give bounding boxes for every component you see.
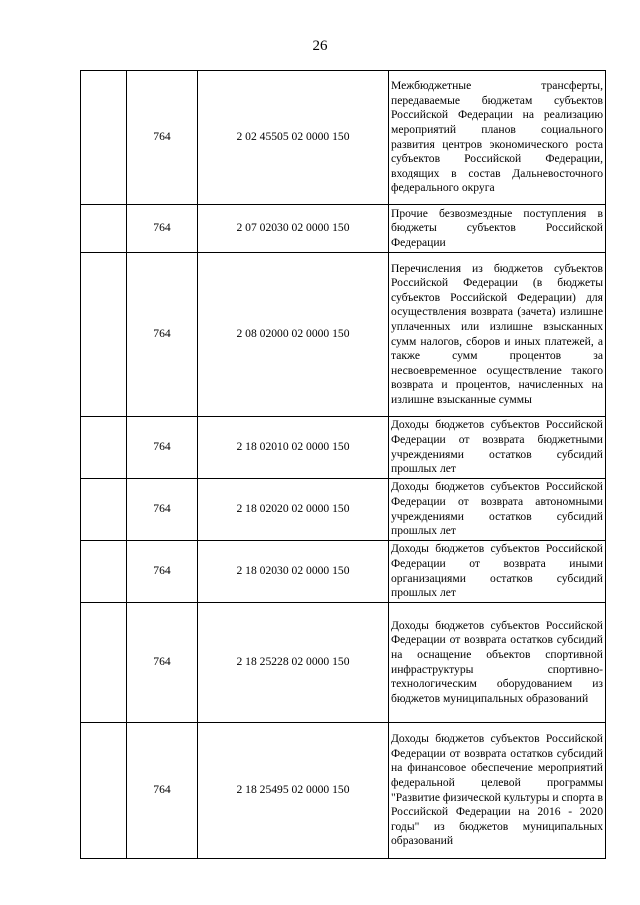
admin-code-cell: 764 xyxy=(127,253,198,417)
admin-code-cell: 764 xyxy=(127,541,198,603)
revenue-name-cell: Межбюджетные трансферты, передаваемые бюджетам субъектов Российской Федерации на реализацию мероприятий планов социального развития центров экономического роста субъектов Российской Федерации, входящих в состав Дальневосточного федерального округа xyxy=(389,71,606,205)
revenue-code-cell: 2 18 25228 02 0000 150 xyxy=(198,603,389,723)
revenue-name-cell: Доходы бюджетов субъектов Российской Федерации от возврата автономными учреждениями остатков субсидий прошлых лет xyxy=(389,479,606,541)
revenue-code-cell: 2 02 45505 02 0000 150 xyxy=(198,71,389,205)
table-row xyxy=(81,723,606,859)
revenue-name-cell: Прочие безвозмездные поступления в бюджеты субъектов Российской Федерации xyxy=(389,205,606,253)
table-row xyxy=(81,205,606,253)
admin-code-cell: 764 xyxy=(127,723,198,859)
empty-cell xyxy=(81,541,127,603)
empty-cell xyxy=(81,723,127,859)
table-row xyxy=(81,479,606,541)
empty-cell xyxy=(81,479,127,541)
revenue-name-cell: Перечисления из бюджетов субъектов Российской Федерации (в бюджеты субъектов Российской Федерации) для осуществления возврата (зачета) излишне уплаченных или излишне взысканных сумм налогов, сборов и иных платежей, а также сумм процентов за несвоевременное осуществление такого возврата и процентов, начисленных на излишне взысканные суммы xyxy=(389,253,606,417)
empty-cell xyxy=(81,603,127,723)
admin-code-cell: 764 xyxy=(127,479,198,541)
revenue-code-cell: 2 18 02020 02 0000 150 xyxy=(198,479,389,541)
admin-code-cell: 764 xyxy=(127,417,198,479)
admin-code-cell: 764 xyxy=(127,71,198,205)
table-row xyxy=(81,541,606,603)
revenue-code-cell: 2 08 02000 02 0000 150 xyxy=(198,253,389,417)
table-row xyxy=(81,71,606,205)
revenue-name-cell: Доходы бюджетов субъектов Российской Федерации от возврата остатков субсидий на финансовое обеспечение мероприятий федеральной целевой программы "Развитие физической культуры и спорта в Российской Федерации на 2016 - 2020 годы" из бюджетов муниципальных образований xyxy=(389,723,606,859)
page-number: 26 xyxy=(312,38,328,54)
empty-cell xyxy=(81,205,127,253)
table-row xyxy=(81,417,606,479)
empty-cell xyxy=(81,71,127,205)
revenue-name-cell: Доходы бюджетов субъектов Российской Федерации от возврата иными организациями остатков субсидий прошлых лет xyxy=(389,541,606,603)
revenue-name-cell: Доходы бюджетов субъектов Российской Федерации от возврата бюджетными учреждениями остатков субсидий прошлых лет xyxy=(389,417,606,479)
revenue-name-cell: Доходы бюджетов субъектов Российской Федерации от возврата остатков субсидий на оснащение объектов спортивной инфраструктуры спортивно-технологическим оборудованием из бюджетов муниципальных образований xyxy=(389,603,606,723)
revenue-codes-table xyxy=(80,70,606,859)
table-row xyxy=(81,603,606,723)
revenue-code-cell: 2 18 25495 02 0000 150 xyxy=(198,723,389,859)
revenue-code-cell: 2 18 02030 02 0000 150 xyxy=(198,541,389,603)
admin-code-cell: 764 xyxy=(127,603,198,723)
admin-code-cell: 764 xyxy=(127,205,198,253)
table-row xyxy=(81,253,606,417)
empty-cell xyxy=(81,417,127,479)
revenue-code-cell: 2 18 02010 02 0000 150 xyxy=(198,417,389,479)
revenue-code-cell: 2 07 02030 02 0000 150 xyxy=(198,205,389,253)
empty-cell xyxy=(81,253,127,417)
